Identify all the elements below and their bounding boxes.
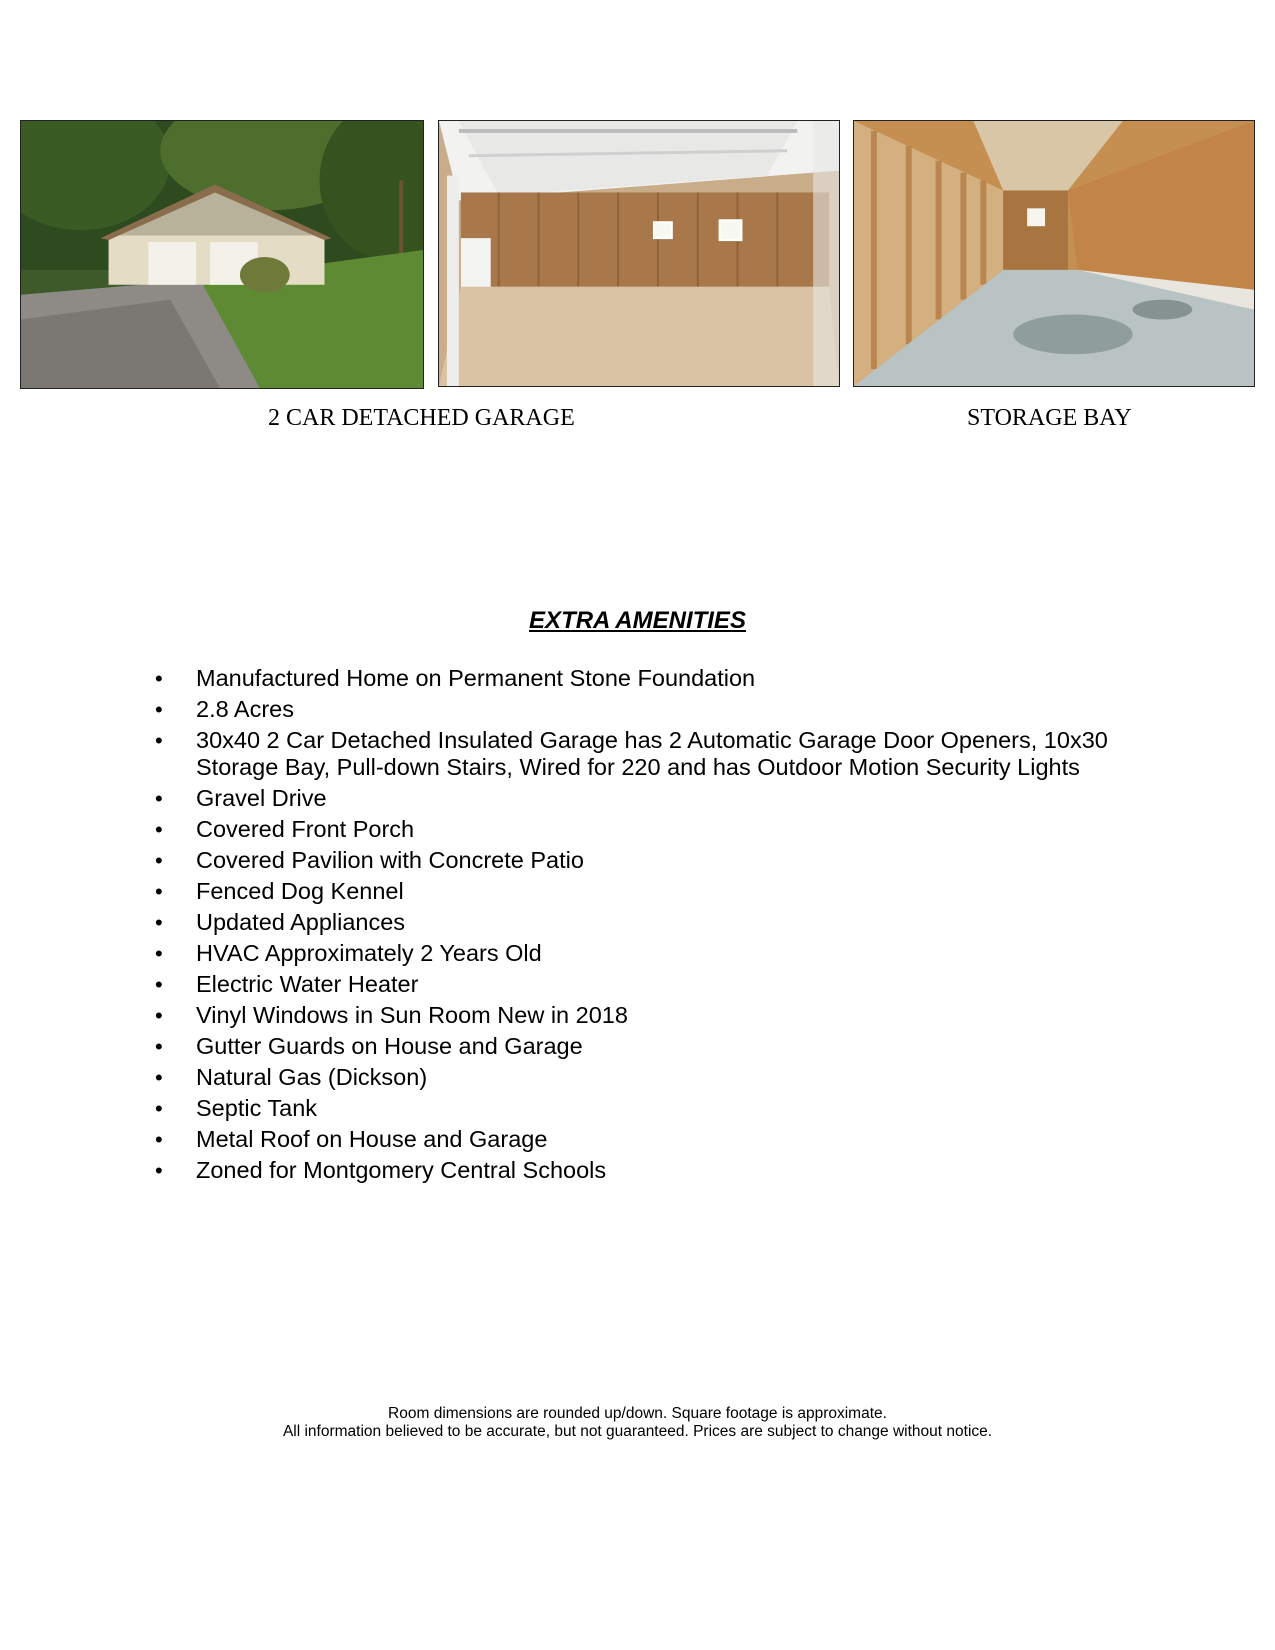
list-item: • Electric Water Heater [150, 971, 1110, 998]
list-item: • Manufactured Home on Permanent Stone Foundation [150, 665, 1110, 692]
garage-interior-photo [438, 120, 840, 387]
storage-bay-image [854, 121, 1254, 386]
amenities-list [150, 665, 1110, 1188]
list-item: • Covered Front Porch [150, 816, 1110, 843]
garage-exterior-photo [20, 120, 424, 389]
list-item: • HVAC Approximately 2 Years Old [150, 940, 1110, 967]
list-item: • Fenced Dog Kennel [150, 878, 1110, 905]
list-item: • Gutter Guards on House and Garage [150, 1033, 1110, 1060]
list-item: • Septic Tank [150, 1095, 1110, 1122]
list-item: • Updated Appliances [150, 909, 1110, 936]
list-item: • Natural Gas (Dickson) [150, 1064, 1110, 1091]
garage-interior-image [439, 121, 839, 386]
disclaimer-line-2: All information believed to be accurate, but not guaranteed. Prices are subject to change without notice. [282, 1423, 993, 1440]
amenities-heading: EXTRA AMENITIES [529, 607, 746, 634]
list-item: • Covered Pavilion with Concrete Patio [150, 847, 1110, 874]
list-item: • 30x40 2 Car Detached Insulated Garage has 2 Automatic Garage Door Openers, 10x30 Storage Bay, Pull-down Stairs, Wired for 220 and has Outdoor Motion Security Lights [150, 727, 1110, 781]
disclaimer-line-1: Room dimensions are rounded up/down. Square footage is approximate. [388, 1405, 887, 1422]
storage-bay-caption: STORAGE BAY [967, 405, 1132, 431]
list-item: • Zoned for Montgomery Central Schools [150, 1157, 1110, 1184]
list-item: • Gravel Drive [150, 785, 1110, 812]
garage-caption: 2 CAR DETACHED GARAGE [268, 405, 575, 431]
garage-exterior-image [21, 121, 423, 388]
list-item: • 2.8 Acres [150, 696, 1110, 723]
storage-bay-photo [853, 120, 1255, 387]
list-item: • Vinyl Windows in Sun Room New in 2018 [150, 1002, 1110, 1029]
list-item: • Metal Roof on House and Garage [150, 1126, 1110, 1153]
